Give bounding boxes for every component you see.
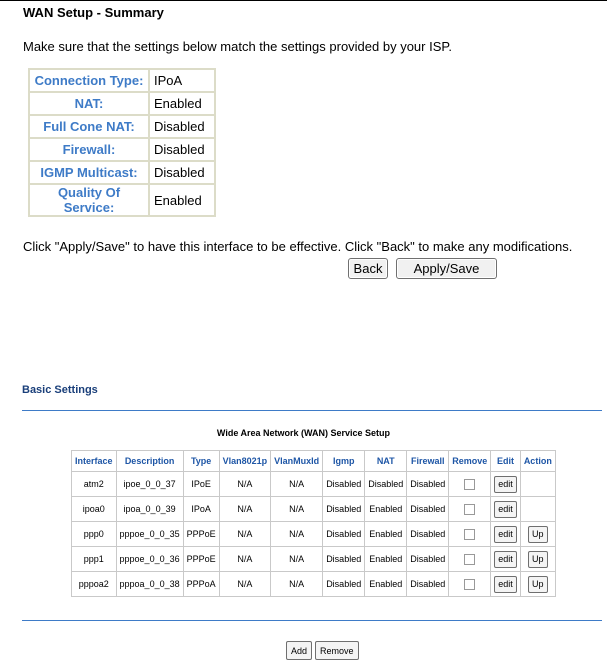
cell-nat: Enabled <box>365 497 407 522</box>
cell-description: pppoe_0_0_35 <box>116 522 183 547</box>
header-action: Action <box>520 451 555 472</box>
header-igmp: Igmp <box>323 451 365 472</box>
top-border <box>0 0 607 1</box>
cell-type: PPPoE <box>183 522 219 547</box>
cell-igmp: Disabled <box>323 497 365 522</box>
summary-value: Enabled <box>149 184 215 216</box>
cell-nat: Disabled <box>365 472 407 497</box>
cell-vlanmuxid: N/A <box>271 472 323 497</box>
summary-row <box>29 184 215 216</box>
wan-header-row <box>72 451 556 472</box>
divider-bottom <box>22 620 602 621</box>
edit-button[interactable]: edit <box>494 576 517 593</box>
cell-nat: Enabled <box>365 572 407 597</box>
cell-vlan8021p: N/A <box>219 572 271 597</box>
cell-edit <box>491 547 521 572</box>
cell-vlan8021p: N/A <box>219 472 271 497</box>
cell-igmp: Disabled <box>323 522 365 547</box>
cell-firewall: Disabled <box>407 572 449 597</box>
header-nat: NAT <box>365 451 407 472</box>
table-row <box>72 547 556 572</box>
summary-row <box>29 138 215 161</box>
cell-remove <box>449 547 491 572</box>
cell-vlan8021p: N/A <box>219 547 271 572</box>
apply-save-button[interactable]: Apply/Save <box>396 258 497 279</box>
remove-checkbox[interactable] <box>464 554 475 565</box>
cell-remove <box>449 497 491 522</box>
summary-value: Disabled <box>149 138 215 161</box>
summary-label: IGMP Multicast: <box>29 161 149 184</box>
cell-igmp: Disabled <box>323 547 365 572</box>
cell-type: PPPoE <box>183 547 219 572</box>
cell-remove <box>449 472 491 497</box>
remove-checkbox[interactable] <box>464 504 475 515</box>
wan-table-caption: Wide Area Network (WAN) Service Setup <box>216 428 391 438</box>
add-button[interactable]: Add <box>286 641 312 660</box>
summary-row <box>29 161 215 184</box>
cell-vlanmuxid: N/A <box>271 522 323 547</box>
summary-value: Enabled <box>149 92 215 115</box>
wan-service-table <box>71 450 556 597</box>
up-button[interactable]: Up <box>528 551 548 568</box>
apply-note: Click "Apply/Save" to have this interface to be effective. Click "Back" to make any modifications. <box>23 239 573 254</box>
header-type: Type <box>183 451 219 472</box>
cell-edit <box>491 522 521 547</box>
cell-igmp: Disabled <box>323 472 365 497</box>
cell-action <box>520 522 555 547</box>
edit-button[interactable]: edit <box>494 551 517 568</box>
table-row <box>72 572 556 597</box>
cell-firewall: Disabled <box>407 547 449 572</box>
header-remove: Remove <box>449 451 491 472</box>
cell-description: pppoe_0_0_36 <box>116 547 183 572</box>
summary-label: NAT: <box>29 92 149 115</box>
cell-nat: Enabled <box>365 547 407 572</box>
header-vlanmuxid: VlanMuxId <box>271 451 323 472</box>
summary-label: Firewall: <box>29 138 149 161</box>
edit-button[interactable]: edit <box>494 501 517 518</box>
cell-firewall: Disabled <box>407 522 449 547</box>
cell-edit <box>491 497 521 522</box>
up-button[interactable]: Up <box>528 526 548 543</box>
cell-edit <box>491 472 521 497</box>
cell-type: IPoA <box>183 497 219 522</box>
cell-action <box>520 572 555 597</box>
summary-row <box>29 115 215 138</box>
cell-interface: ipoa0 <box>72 497 117 522</box>
cell-action <box>520 547 555 572</box>
table-row <box>72 497 556 522</box>
cell-nat: Enabled <box>365 522 407 547</box>
summary-value: IPoA <box>149 69 215 92</box>
summary-row <box>29 92 215 115</box>
remove-checkbox[interactable] <box>464 529 475 540</box>
cell-action <box>520 472 555 497</box>
cell-firewall: Disabled <box>407 497 449 522</box>
summary-label: Full Cone NAT: <box>29 115 149 138</box>
cell-edit <box>491 572 521 597</box>
cell-remove <box>449 572 491 597</box>
cell-vlanmuxid: N/A <box>271 547 323 572</box>
cell-type: PPPoA <box>183 572 219 597</box>
page-title: WAN Setup - Summary <box>23 5 164 20</box>
cell-description: pppoa_0_0_38 <box>116 572 183 597</box>
cell-remove <box>449 522 491 547</box>
divider-top <box>22 410 602 411</box>
cell-description: ipoe_0_0_37 <box>116 472 183 497</box>
cell-vlan8021p: N/A <box>219 522 271 547</box>
cell-vlan8021p: N/A <box>219 497 271 522</box>
cell-interface: atm2 <box>72 472 117 497</box>
edit-button[interactable]: edit <box>494 476 517 493</box>
summary-value: Disabled <box>149 161 215 184</box>
cell-firewall: Disabled <box>407 472 449 497</box>
header-description: Description <box>116 451 183 472</box>
remove-button[interactable]: Remove <box>315 641 359 660</box>
header-vlan8021p: Vlan8021p <box>219 451 271 472</box>
header-edit: Edit <box>491 451 521 472</box>
remove-checkbox[interactable] <box>464 479 475 490</box>
summary-row <box>29 69 215 92</box>
cell-vlanmuxid: N/A <box>271 497 323 522</box>
remove-checkbox[interactable] <box>464 579 475 590</box>
summary-table <box>28 68 216 217</box>
up-button[interactable]: Up <box>528 576 548 593</box>
cell-type: IPoE <box>183 472 219 497</box>
summary-label: Connection Type: <box>29 69 149 92</box>
summary-value: Disabled <box>149 115 215 138</box>
cell-interface: ppp0 <box>72 522 117 547</box>
cell-description: ipoa_0_0_39 <box>116 497 183 522</box>
basic-settings-heading: Basic Settings <box>22 384 98 396</box>
cell-interface: ppp1 <box>72 547 117 572</box>
summary-description: Make sure that the settings below match the settings provided by your ISP. <box>23 39 452 54</box>
cell-action <box>520 497 555 522</box>
header-firewall: Firewall <box>407 451 449 472</box>
header-interface: Interface <box>72 451 117 472</box>
table-row <box>72 522 556 547</box>
summary-label: Quality Of Service: <box>29 184 149 216</box>
back-button[interactable]: Back <box>348 258 388 279</box>
cell-vlanmuxid: N/A <box>271 572 323 597</box>
edit-button[interactable]: edit <box>494 526 517 543</box>
cell-igmp: Disabled <box>323 572 365 597</box>
cell-interface: pppoa2 <box>72 572 117 597</box>
table-row <box>72 472 556 497</box>
